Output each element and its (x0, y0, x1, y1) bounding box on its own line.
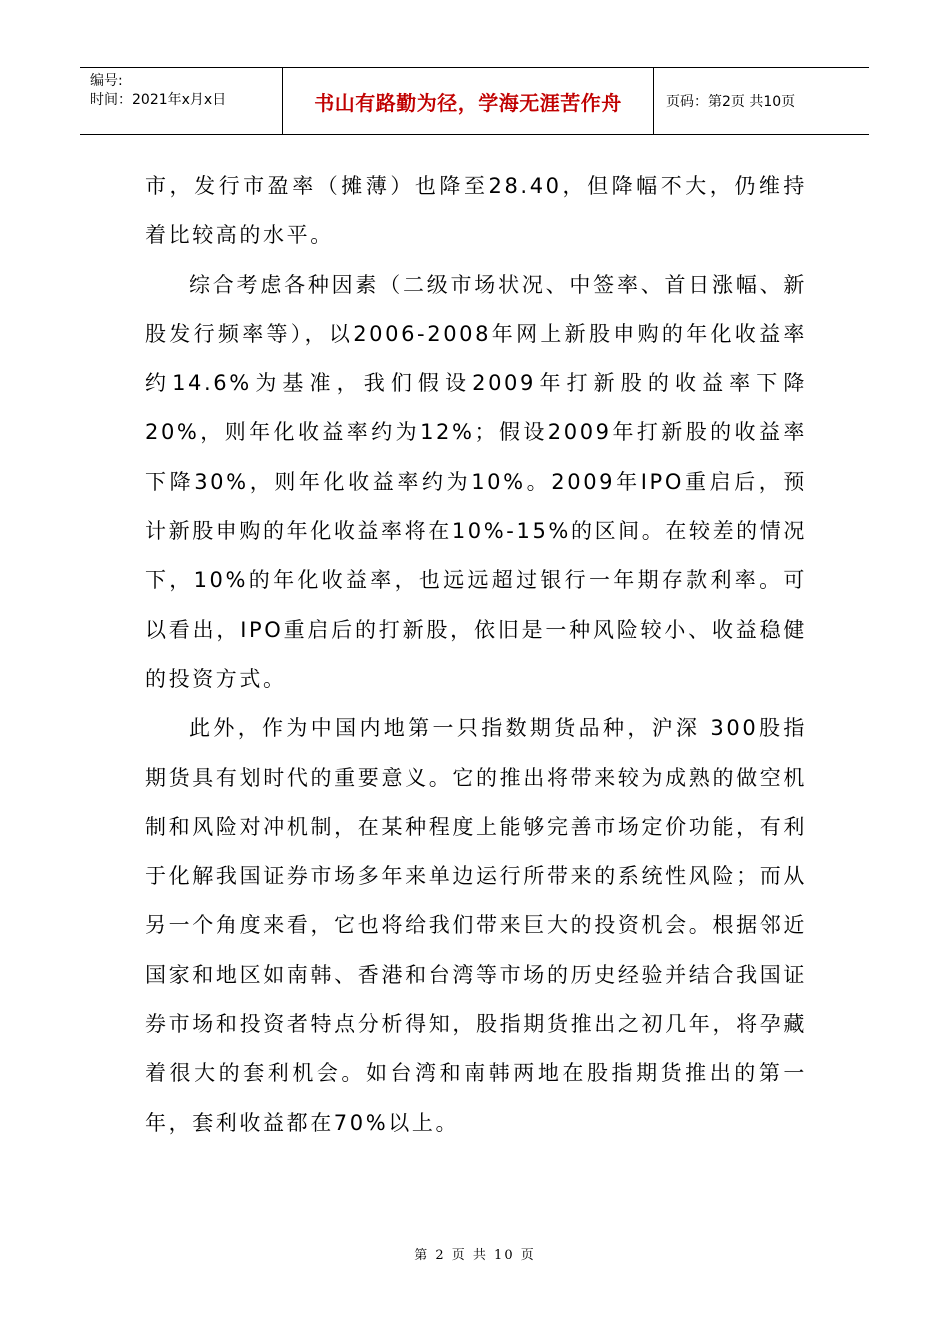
header-page-info: 页码：第2页 共10页 (666, 94, 796, 110)
paragraph-continued: 市，发行市盈率（摊薄）也降至28.40，但降幅不大，仍维持着比较高的水平。 (145, 174, 807, 248)
page-header (80, 67, 869, 135)
document-time-label: 时间：2021年x月x日 (90, 92, 227, 108)
header-meta-cell (80, 68, 283, 134)
document-number-label: 编号: (90, 73, 123, 89)
paragraph-index-futures: 此外，作为中国内地第一只指数期货品种，沪深 300股指期货具有划时代的重要意义。它的推出将带来较为成熟的做空机制和风险对冲机制，在某种程度上能够完善市场定价功能，有利于化解我国证券市场多年来单边运行所带来的系统性风险；而从另一个角度来看，它也将给我们带来巨大的投资机会。根据邻近国家和地区如南韩、香港和台湾等市场的历史经验并结合我国证券市场和投资者特点分析得知，股指期货推出之初几年，将孕藏着很大的套利机会。如台湾和南韩两地在股指期货推出的第一年，套利收益都在70%以上。 (145, 716, 807, 1135)
paragraph-ipo-returns: 综合考虑各种因素（二级市场状况、中签率、首日涨幅、新股发行频率等），以2006-2008年网上新股申购的年化收益率约14.6%为基准，我们假设2009年打新股的收益率下降20%，则年化收益率约为12%；假设2009年打新股的收益率下降30%，则年化收益率约为10%。2009年IPO重启后，预计新股申购的年化收益率将在10%-15%的区间。在较差的情况下，10%的年化收益率，也远远超过银行一年期存款利率。可以看出，IPO重启后的打新股，依旧是一种风险较小、收益稳健的投资方式。 (145, 272, 807, 691)
page-footer: 第 2 页 共 10 页 (414, 1248, 536, 1263)
document-body (145, 162, 807, 1148)
header-motto: 书山有路勤为径，学海无涯苦作舟 (283, 68, 654, 134)
